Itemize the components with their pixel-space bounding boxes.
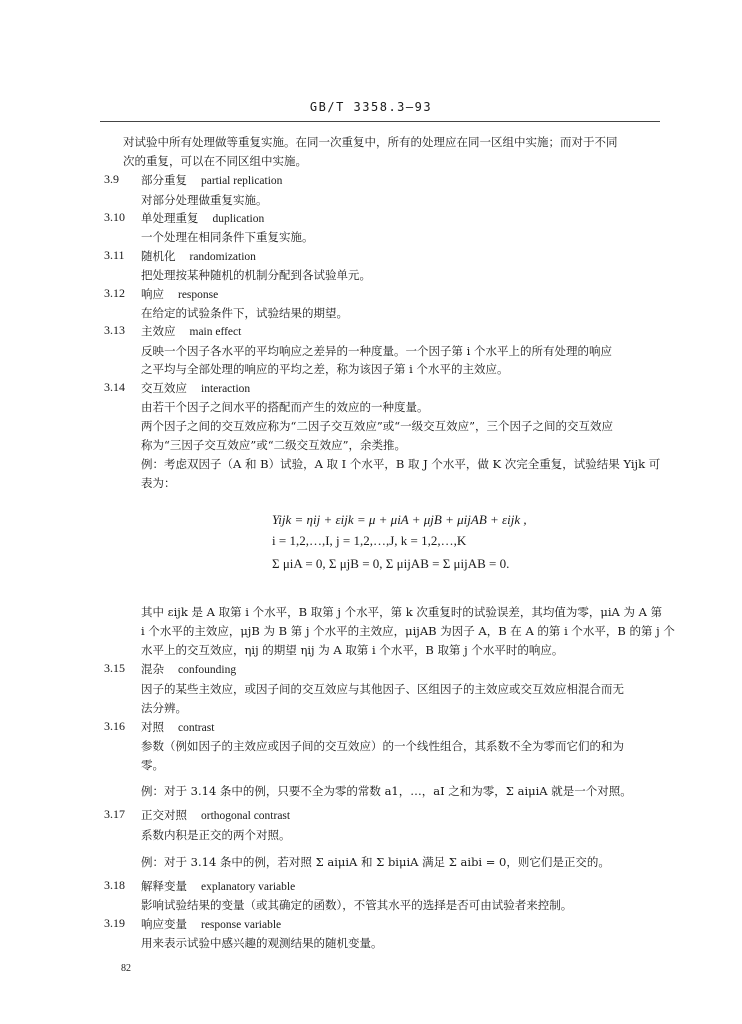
explanation-line-2: i 个水平的主效应，μjB 为 B 第 j 个水平的主效应，μijAB 为因子 A，B 在 A 的第 i 个水平，B 的第 j 个 [141,624,675,638]
section-term: 响应 response [141,287,219,301]
section-number: 3.9 [104,172,119,186]
section-number: 3.10 [104,210,125,224]
section-body: 对部分处理做重复实施。 [141,193,268,207]
formula-line-2: i = 1,2,…,I, j = 1,2,…,J, k = 1,2,…,K [272,533,467,548]
page-number: 82 [121,963,131,974]
section-number: 3.11 [104,248,125,262]
explanation-line-1: 其中 εijk 是 A 取第 i 个水平，B 取第 j 个水平，第 k 次重复时的试验误差，其均值为零，μiA 为 A 第 [141,605,663,619]
section-term: 随机化 randomization [141,249,256,263]
section-number: 3.16 [104,719,125,733]
section-body: 例：考虑双因子（A 和 B）试验，A 取 I 个水平，B 取 J 个水平，做 K 次完全重复，试验结果 Yijk 可 [141,457,661,471]
section-number: 3.12 [104,286,125,300]
section-number: 3.14 [104,380,125,394]
section-term: 部分重复 partial replication [141,173,283,187]
section-term: 对照 contrast [141,720,215,734]
section-number: 3.17 [104,807,125,821]
section-body: 参数（例如因子的主效应或因子间的交互效应）的一个线性组合，其系数不全为零而它们的和为 [141,739,624,753]
formula-line-3: Σ μiA = 0, Σ μjB = 0, Σ μijAB = Σ μijAB = 0. [272,556,510,571]
section-body: 系数内积是正交的两个对照。 [141,828,291,842]
page-header: GB/T 3358.3—93 [309,100,433,114]
section-term: 正交对照 orthogonal contrast [141,808,291,822]
section-body: 之平均与全部处理的响应的平均之差，称为该因子第 i 个水平的主效应。 [141,362,509,376]
section-term: 主效应 main effect [141,324,242,338]
section-body: 法分辨。 [141,701,187,715]
example-3-16: 例：对于 3.14 条中的例，只要不全为零的常数 a1，…，aI 之和为零，Σ aiμiA 就是一个对照。 [141,784,632,798]
section-term: 响应变量 response variable [141,917,282,931]
section-body: 因子的某些主效应，或因子间的交互效应与其他因子、区组因子的主效应或交互效应相混合而无 [141,682,624,696]
section-term: 解释变量 explanatory variable [141,879,296,893]
explanation-line-3: 水平上的交互效应，ηij 的期望 ηij 为 A 取第 i 个水平，B 取第 j 个水平时的响应。 [141,643,564,657]
section-number: 3.18 [104,878,125,892]
section-body: 影响试验结果的变量（或其确定的函数），不管其水平的选择是否可由试验者来控制。 [141,898,573,912]
section-term: 混杂 confounding [141,662,237,676]
formula-line-1: Yijk = ηij + εijk = μ + μiA + μjB + μijAB + εijk , [272,512,527,527]
section-body: 称为“三因子交互效应”或“二级交互效应”，余类推。 [141,438,407,452]
section-body: 在给定的试验条件下，试验结果的期望。 [141,306,348,320]
section-number: 3.13 [104,323,125,337]
section-term: 单处理重复 duplication [141,211,265,225]
example-3-17: 例：对于 3.14 条中的例，若对照 Σ aiμiA 和 Σ biμiA 满足 Σ aibi = 0，则它们是正交的。 [141,855,610,869]
intro-line-2: 次的重复，可以在不同区组中实施。 [123,154,307,168]
section-body: 把处理按某种随机的机制分配到各试验单元。 [141,268,371,282]
section-body: 反映一个因子各水平的平均响应之差异的一种度量。一个因子第 i 个水平上的所有处理的响应 [141,344,612,358]
section-number: 3.15 [104,661,125,675]
header-rule [100,121,660,122]
section-body: 两个因子之间的交互效应称为“二因子交互效应”或“一级交互效应”，三个因子之间的交互效应 [141,419,614,433]
section-body: 用来表示试验中感兴趣的观测结果的随机变量。 [141,936,383,950]
section-body: 零。 [141,758,164,772]
section-body: 由若干个因子之间水平的搭配而产生的效应的一种度量。 [141,400,429,414]
section-body: 一个处理在相同条件下重复实施。 [141,230,314,244]
intro-line-1: 对试验中所有处理做等重复实施。在同一次重复中，所有的处理应在同一区组中实施；而对于不同 [123,135,618,149]
section-body: 表为： [141,476,176,490]
section-term: 交互效应 interaction [141,381,251,395]
section-number: 3.19 [104,916,125,930]
